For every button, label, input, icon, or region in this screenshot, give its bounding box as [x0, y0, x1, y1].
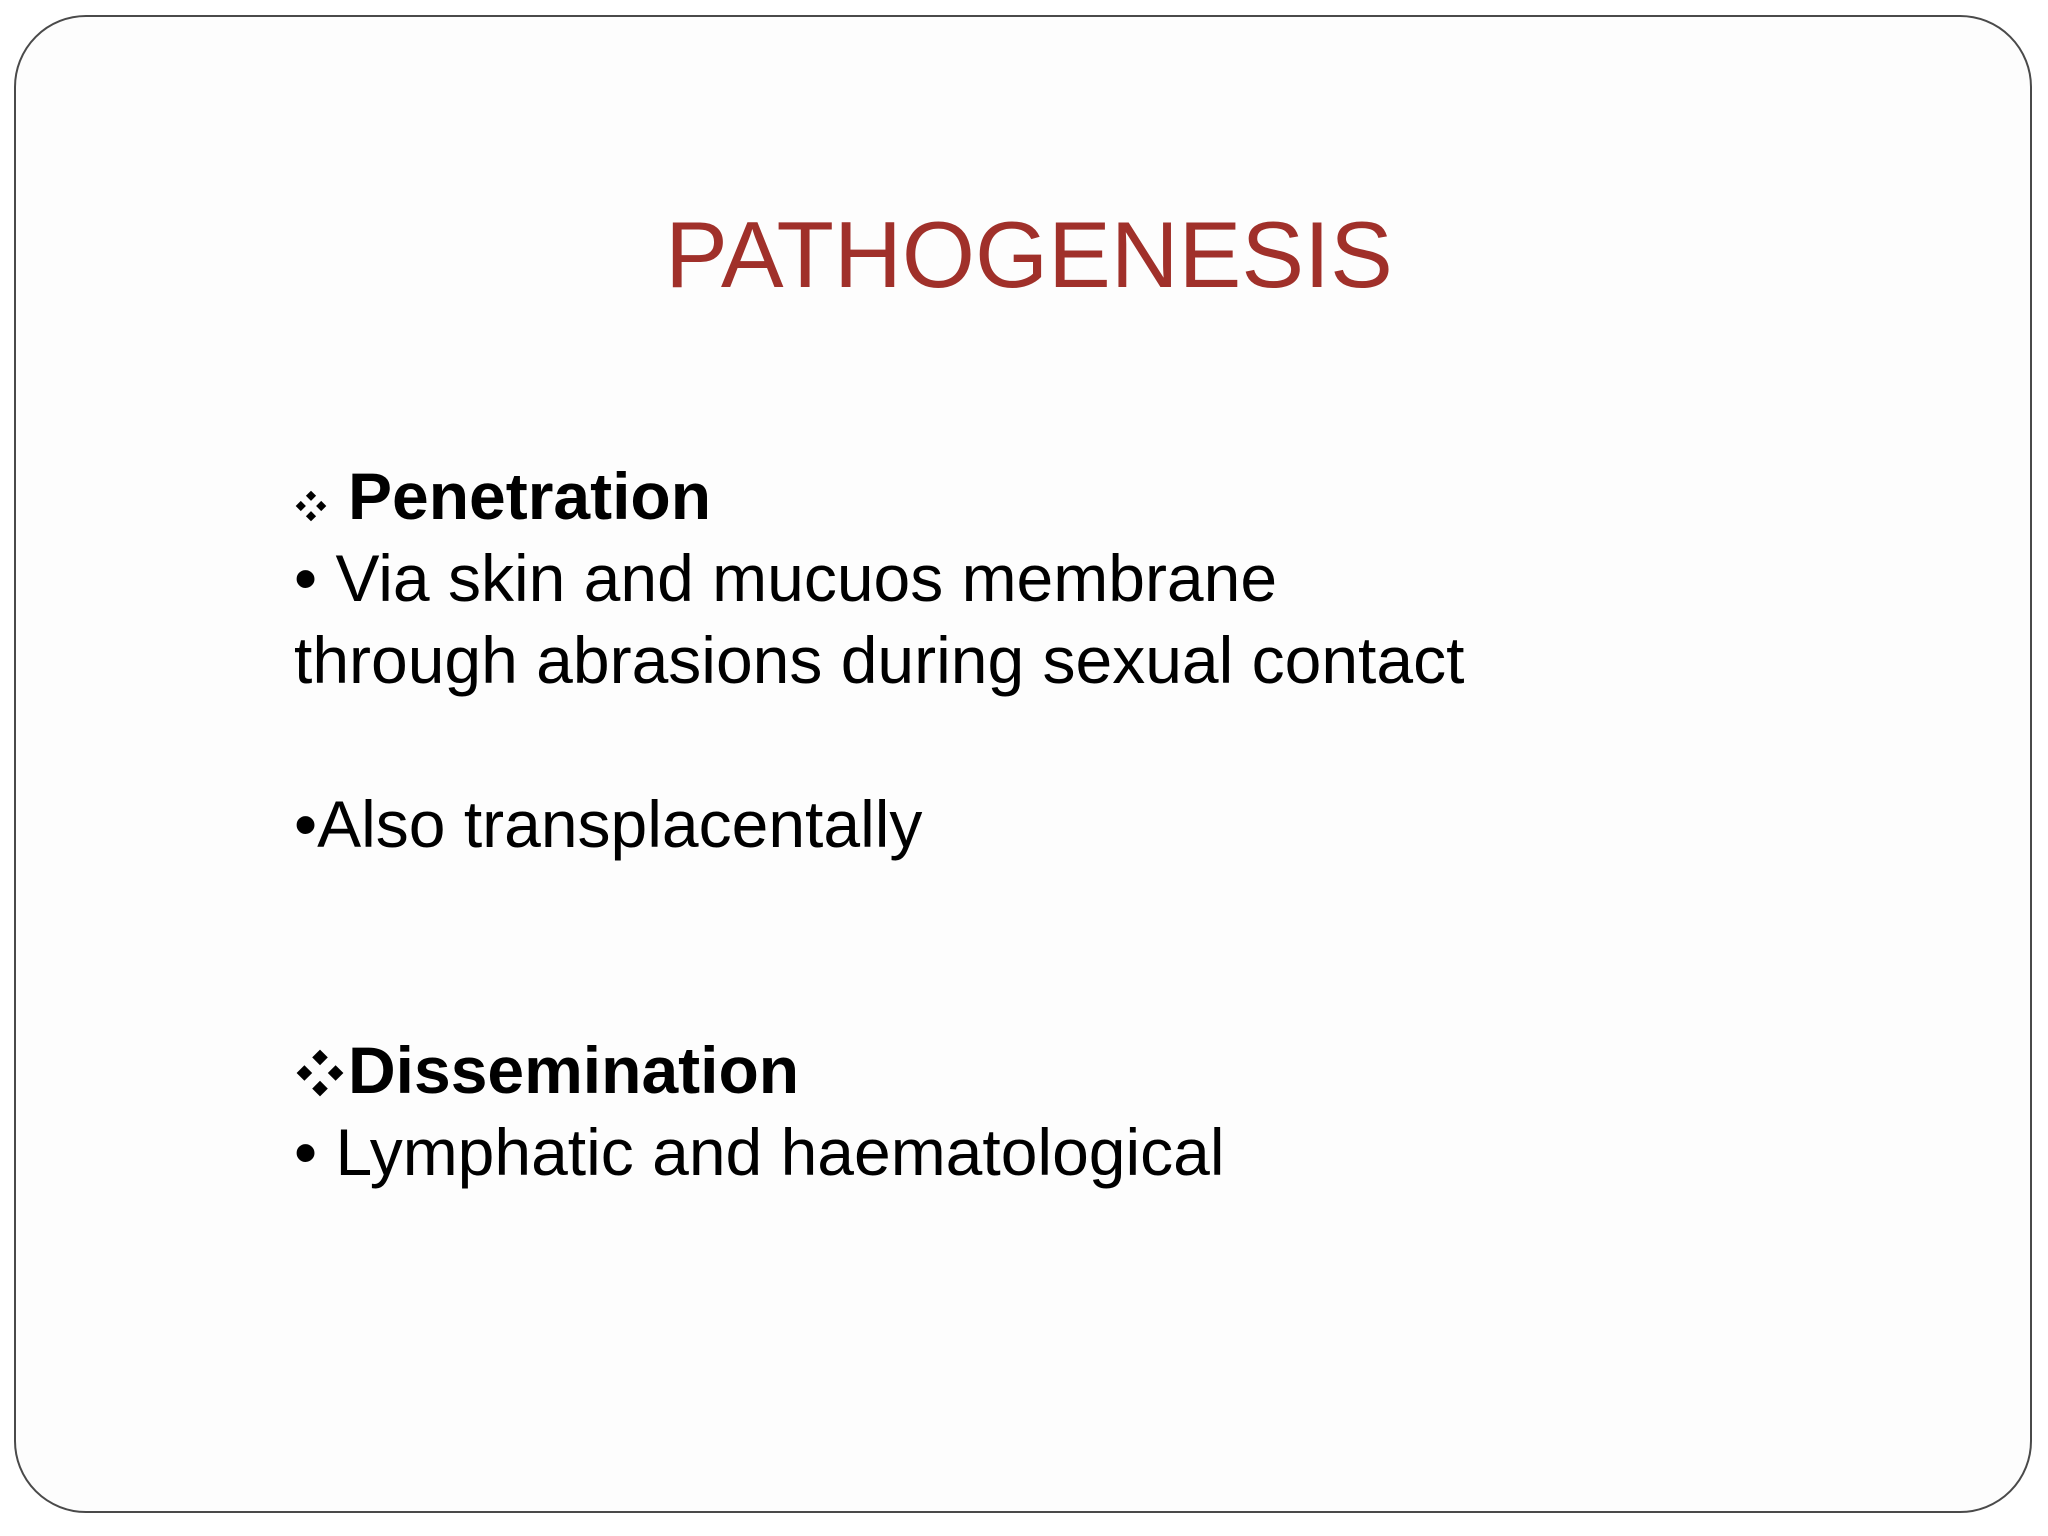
- slide-title: PATHOGENESIS: [665, 202, 1393, 307]
- text-line: through abrasions during sexual contact: [294, 623, 1465, 697]
- section-heading-label: Penetration: [348, 459, 712, 533]
- section-heading-penetration: [294, 456, 711, 536]
- section-heading-label: Dissemination: [348, 1033, 800, 1107]
- text-line: • Via skin and mucuos membrane: [294, 541, 1278, 615]
- text-line: • Lymphatic and haematological: [294, 1115, 1225, 1189]
- four-diamond-icon: [294, 1047, 346, 1099]
- text-line: •Also transplacentally: [294, 787, 923, 861]
- four-diamond-icon: [294, 489, 328, 523]
- section-heading-dissemination: [294, 1030, 799, 1110]
